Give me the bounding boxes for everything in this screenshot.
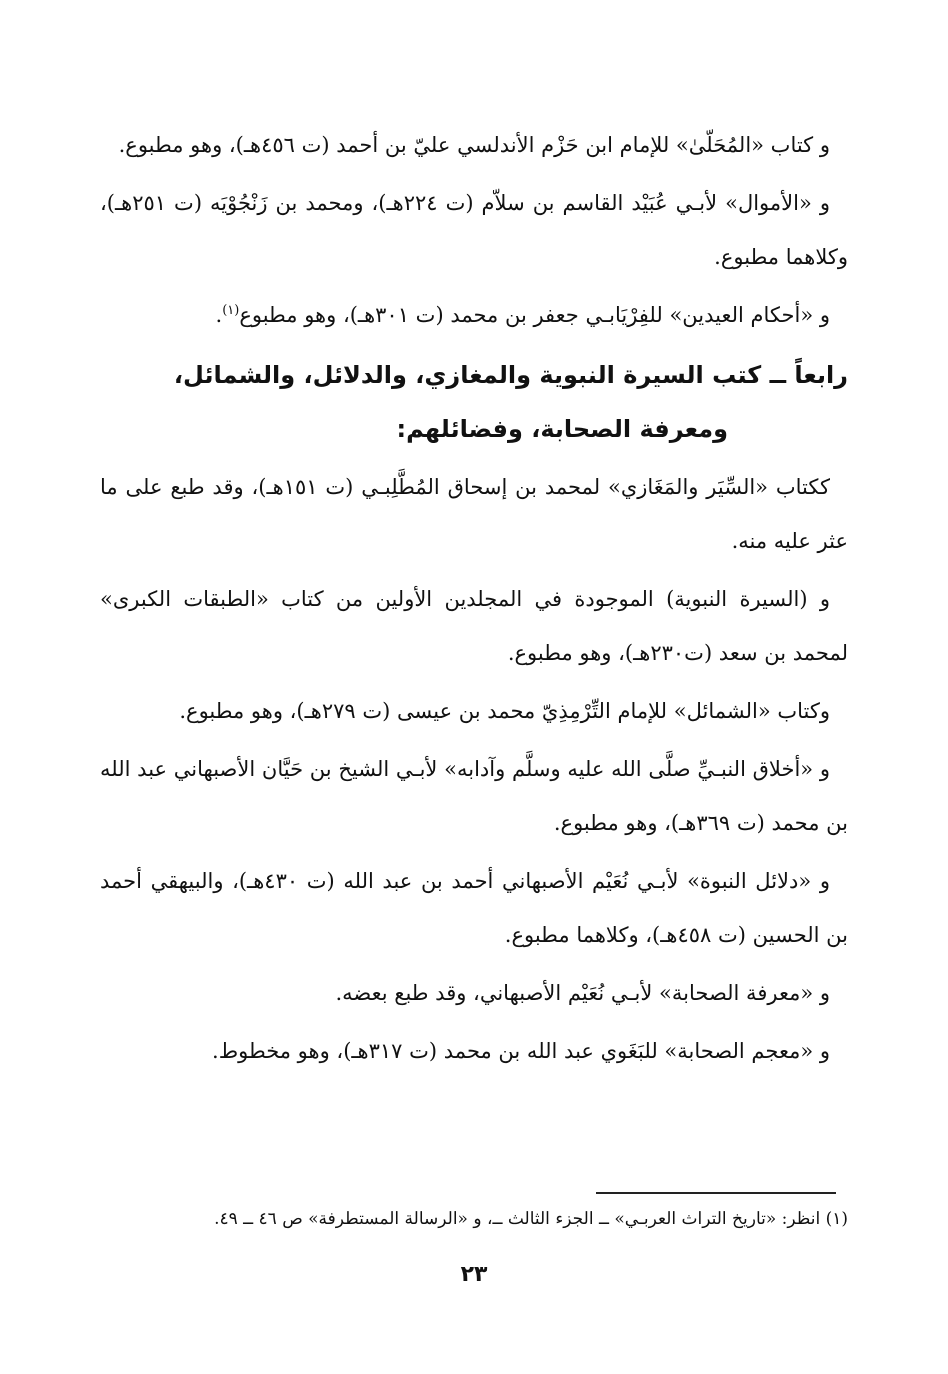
section-heading <box>100 348 848 456</box>
paragraph-text: وكتاب «الشمائل» للإمام التِّرْمِذِيّ محمد بن عيسى (ت ٢٧٩هـ)، وهو مطبوع. <box>179 699 830 723</box>
paragraph-dalail-alnubuwwa <box>100 854 848 962</box>
paragraph-muhalla <box>100 118 848 172</box>
paragraph-text: و «أحكام العيدين» للفِرْيَابـي جعفر بن محمد (ت ٣٠١هـ)، وهو مطبوع <box>239 303 830 327</box>
section-heading-line-1: رابعاً ــ كتب السيرة النبوية والمغازي، والدلائل، والشمائل، <box>173 361 848 389</box>
main-text <box>100 118 848 1082</box>
paragraph-text: ككتاب «السِّيَر والمَغَازي» لمحمد بن إسحاق المُطَّلِبـي (ت ١٥١هـ)، وقد طبع على ما عثر عليه منه. <box>100 475 848 553</box>
paragraph-text: و «معرفة الصحابة» لأبـي نُعَيْم الأصبهاني، وقد طبع بعضه. <box>335 981 830 1005</box>
paragraph-text: و كتاب «المُحَلّىٰ» للإمام ابن حَزْم الأندلسي عليّ بن أحمد (ت ٤٥٦هـ)، وهو مطبوع. <box>118 133 830 157</box>
paragraph-akhlaq-alnabi <box>100 742 848 850</box>
footnote-divider <box>596 1192 836 1194</box>
paragraph-sira-nabawiyya <box>100 572 848 680</box>
paragraph-text: و «معجم الصحابة» للبَغَوي عبد الله بن محمد (ت ٣١٧هـ)، وهو مخطوط. <box>212 1039 830 1063</box>
paragraph-end-punctuation: . <box>215 303 223 327</box>
paragraph-text: و (السيرة النبوية) الموجودة في المجلدين الأولين من كتاب «الطبقات الكبرى» لمحمد بن سعد (ت٢٣٠هـ)، وهو مطبوع. <box>100 587 848 665</box>
paragraph-ahkam-aleidayn <box>100 288 848 342</box>
section-heading-line-2: ومعرفة الصحابة، وفضائلهم: <box>396 415 728 443</box>
footnote-reference[interactable]: (١) <box>222 303 240 318</box>
paragraph-marifat-alsahaba <box>100 966 848 1020</box>
page-number: ٢٣ <box>460 1262 488 1287</box>
paragraph-text: و «دلائل النبوة» لأبـي نُعَيْم الأصبهاني أحمد بن عبد الله (ت ٤٣٠هـ)، والبيهقي أحمد بن الحسين (ت ٤٥٨هـ)، وكلاهما مطبوع. <box>100 869 848 947</box>
paragraph-shamail <box>100 684 848 738</box>
footnote: (١) انظر: «تاريخ التراث العربـي» ــ الجزء الثالث ــ، و «الرسالة المستطرفة» ص ٤٦ ــ ٤٩. <box>214 1209 848 1229</box>
paragraph-text: و «الأموال» لأبـي عُبَيْد القاسم بن سلاّم (ت ٢٢٤هـ)، ومحمد بن زَنْجُوْيَه (ت ٢٥١هـ)، وكلاهما مطبوع. <box>100 191 848 269</box>
paragraph-mujam-alsahaba <box>100 1024 848 1078</box>
paragraph-siyar-maghazi <box>100 460 848 568</box>
paragraph-amwal <box>100 176 848 284</box>
paragraph-text: و «أخلاق النبـيِّ صلَّى الله عليه وسلَّم وآدابه» لأبـي الشيخ بن حَيَّان الأصبهاني عبد الله بن محمد (ت ٣٦٩هـ)، وهو مطبوع. <box>100 757 848 835</box>
